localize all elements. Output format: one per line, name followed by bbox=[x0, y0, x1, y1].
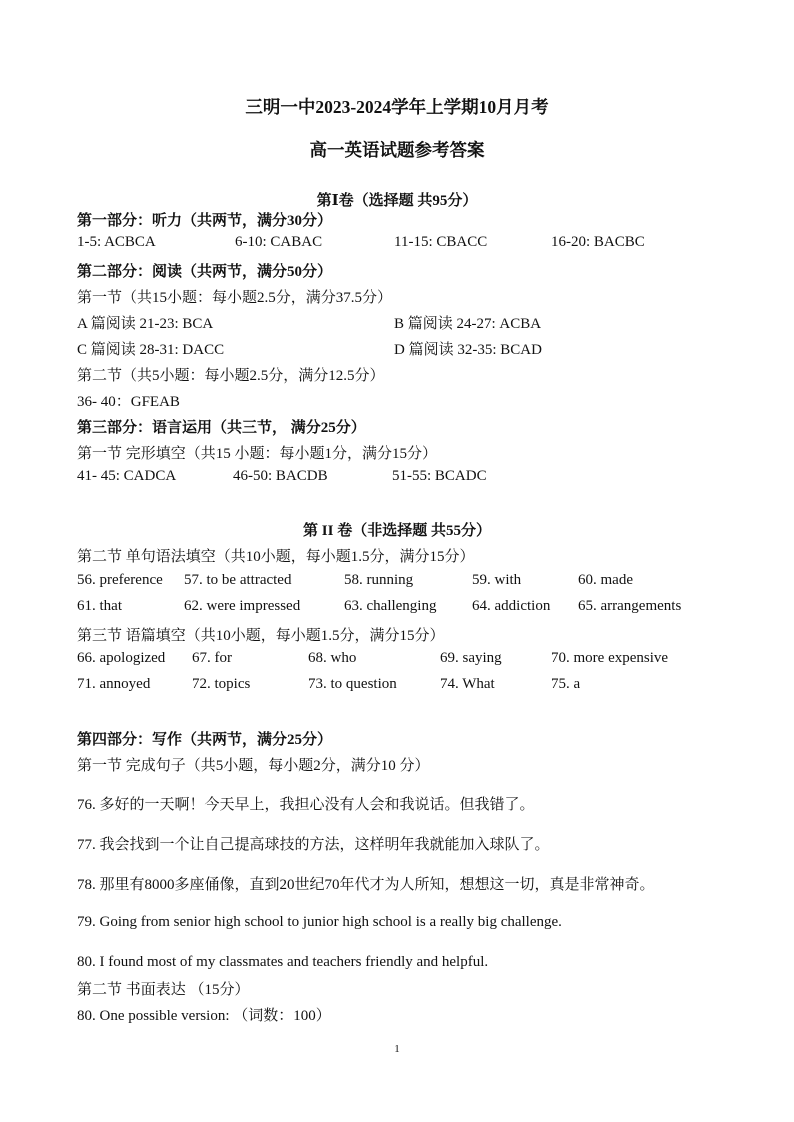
passage-answer: 70. more expensive bbox=[551, 650, 669, 666]
sentence-79: 79. Going from senior high school to junior high school is a really big challenge. bbox=[77, 914, 562, 930]
sentence-76: 76. 多好的一天啊！今天早上，我担心没有人会和我说话。但我错了。 bbox=[77, 797, 535, 813]
volume2-heading: 第 II 卷（非选择题 共55分） bbox=[303, 523, 491, 539]
listening-answer-4: 16-20: BACBC bbox=[551, 234, 645, 250]
possible-version-label: 80. One possible version: （词数：100） bbox=[77, 1008, 331, 1024]
grammar-answer: 57. to be attracted bbox=[184, 572, 292, 588]
writing-section2-heading: 第二节 书面表达 （15分） bbox=[77, 982, 250, 998]
exam-title: 三明一中2023-2024学年上学期10月月考 bbox=[245, 97, 549, 117]
passage-heading: 第三节 语篇填空（共10小题，每小题1.5分，满分15分） bbox=[77, 628, 445, 644]
sentence-completion-heading: 第一节 完成句子（共5小题，每小题2分，满分10 分） bbox=[77, 758, 430, 774]
sentence-78: 78. 那里有8000多座俑像，直到20世纪70年代才为人所知，想想这一切，真是非常神奇。 bbox=[77, 877, 655, 893]
passage-answer: 72. topics bbox=[192, 676, 251, 692]
reading-section2-answer: 36- 40：GFEAB bbox=[77, 394, 180, 410]
listening-answer-2: 6-10: CABAC bbox=[235, 234, 323, 250]
sentence-80: 80. I found most of my classmates and teachers friendly and helpful. bbox=[77, 954, 489, 970]
cloze-answer-3: 51-55: BCADC bbox=[392, 468, 487, 484]
grammar-heading: 第二节 单句语法填空（共10小题，每小题1.5分，满分15分） bbox=[77, 549, 475, 565]
passage-answer: 69. saying bbox=[440, 650, 502, 666]
grammar-answer: 59. with bbox=[472, 572, 522, 588]
part3-heading: 第三部分：语言运用（共三节， 满分25分） bbox=[77, 420, 366, 436]
listening-answer-1: 1-5: ACBCA bbox=[77, 234, 156, 250]
grammar-answer: 61. that bbox=[77, 598, 122, 614]
passage-answer: 73. to question bbox=[308, 676, 397, 692]
passage-answer: 71. annoyed bbox=[77, 676, 151, 692]
sentence-77: 77. 我会找到一个让自己提高球技的方法，这样明年我就能加入球队了。 bbox=[77, 837, 550, 853]
reading-section2-heading: 第二节（共5小题：每小题2.5分，满分12.5分） bbox=[77, 368, 385, 384]
grammar-answer: 64. addiction bbox=[472, 598, 551, 614]
page-number: 1 bbox=[394, 1043, 400, 1055]
reading-section1-heading: 第一节（共15小题：每小题2.5分，满分37.5分） bbox=[77, 290, 393, 306]
cloze-answer-2: 46-50: BACDB bbox=[233, 468, 328, 484]
reading-answer-d: D 篇阅读 32-35: BCAD bbox=[394, 342, 542, 358]
grammar-answer: 58. running bbox=[344, 572, 414, 588]
grammar-answer: 65. arrangements bbox=[578, 598, 682, 614]
passage-answer: 67. for bbox=[192, 650, 232, 666]
listening-answer-3: 11-15: CBACC bbox=[394, 234, 488, 250]
grammar-answer: 56. preference bbox=[77, 572, 163, 588]
passage-answer: 66. apologized bbox=[77, 650, 166, 666]
grammar-answer: 63. challenging bbox=[344, 598, 437, 614]
volume1-heading: 第Ⅰ卷（选择题 共95分） bbox=[316, 193, 478, 209]
passage-answer: 75. a bbox=[551, 676, 581, 692]
reading-answer-c: C 篇阅读 28-31: DACC bbox=[77, 342, 225, 358]
cloze-answer-1: 41- 45: CADCA bbox=[77, 468, 177, 484]
part1-heading: 第一部分：听力（共两节，满分30分） bbox=[77, 213, 333, 229]
cloze-heading: 第一节 完形填空（共15 小题：每小题1分，满分15分） bbox=[77, 446, 438, 462]
part2-heading: 第二部分：阅读（共两节，满分50分） bbox=[77, 264, 333, 280]
part4-heading: 第四部分：写作（共两节，满分25分） bbox=[77, 732, 333, 748]
passage-answer: 68. who bbox=[308, 650, 357, 666]
answer-key-subtitle: 高一英语试题参考答案 bbox=[309, 140, 485, 160]
reading-answer-b: B 篇阅读 24-27: ACBA bbox=[394, 316, 542, 332]
reading-answer-a: A 篇阅读 21-23: BCA bbox=[77, 316, 214, 332]
passage-answer: 74. What bbox=[440, 676, 495, 692]
grammar-answer: 62. were impressed bbox=[184, 598, 301, 614]
grammar-answer: 60. made bbox=[578, 572, 633, 588]
